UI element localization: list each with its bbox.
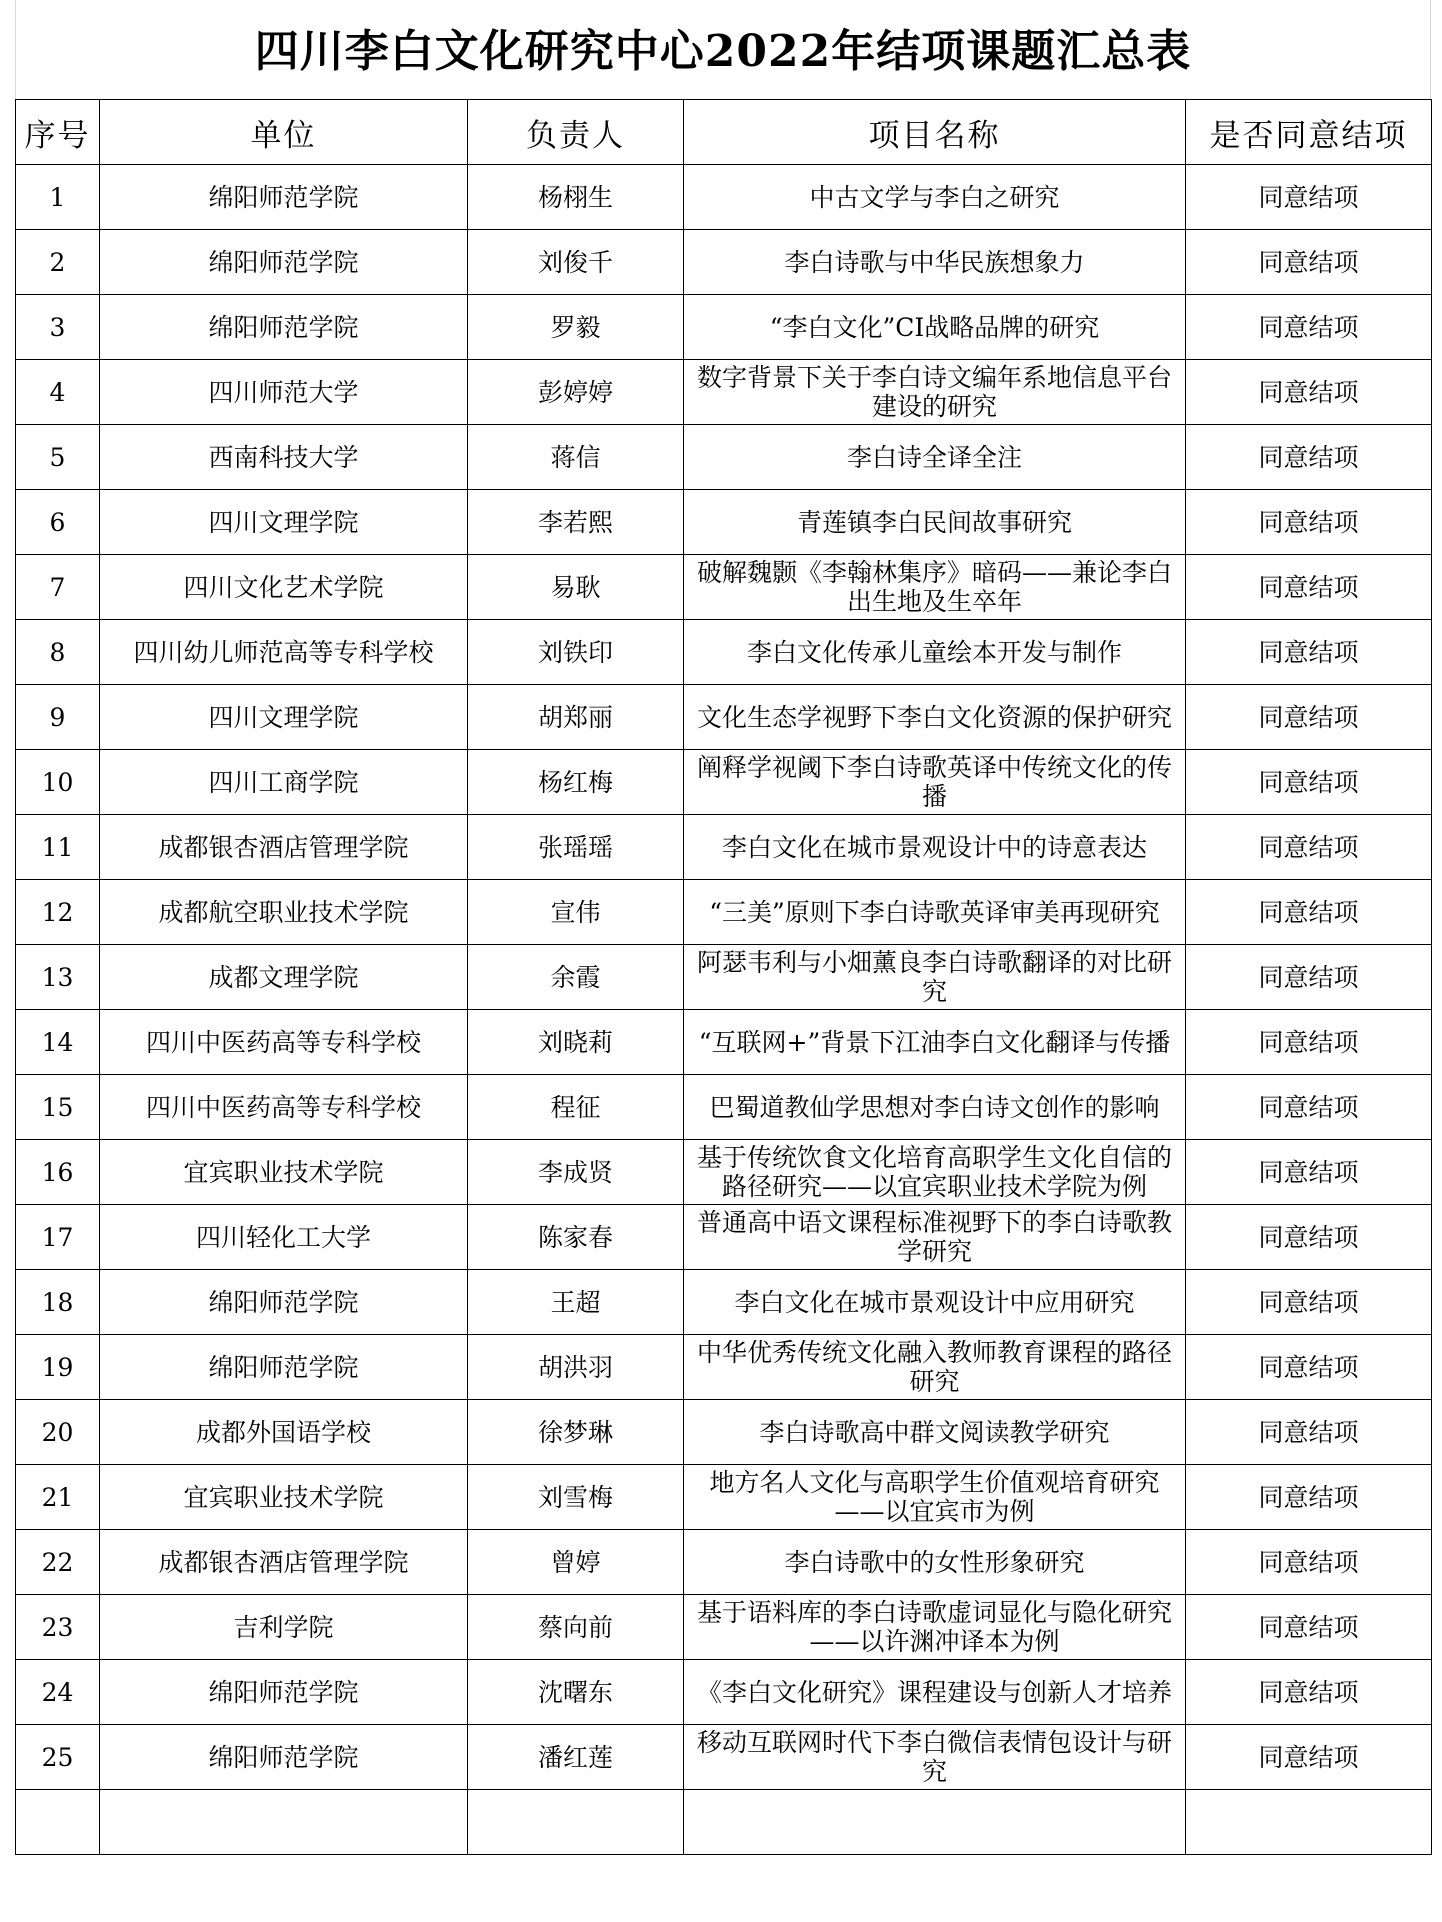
row-project: 李白文化在城市景观设计中应用研究 bbox=[684, 1270, 1186, 1335]
row-status: 同意结项 bbox=[1186, 1660, 1432, 1725]
row-unit: 吉利学院 bbox=[100, 1595, 468, 1660]
row-unit: 宜宾职业技术学院 bbox=[100, 1140, 468, 1205]
row-number: 12 bbox=[16, 880, 100, 945]
row-unit: 绵阳师范学院 bbox=[100, 1335, 468, 1400]
row-project: 李白文化传承儿童绘本开发与制作 bbox=[684, 620, 1186, 685]
row-leader: 易耿 bbox=[468, 555, 684, 620]
table-row bbox=[16, 230, 1432, 295]
row-leader: 宣伟 bbox=[468, 880, 684, 945]
table-row bbox=[16, 685, 1432, 750]
row-leader: 刘铁印 bbox=[468, 620, 684, 685]
table-header-row bbox=[16, 100, 1432, 165]
row-unit: 四川中医药高等专科学校 bbox=[100, 1075, 468, 1140]
row-number: 9 bbox=[16, 685, 100, 750]
table-row bbox=[16, 360, 1432, 425]
row-unit: 四川轻化工大学 bbox=[100, 1205, 468, 1270]
row-leader: 张瑶瑶 bbox=[468, 815, 684, 880]
row-status: 同意结项 bbox=[1186, 360, 1432, 425]
row-unit: 成都文理学院 bbox=[100, 945, 468, 1010]
row-leader: 余霞 bbox=[468, 945, 684, 1010]
row-status: 同意结项 bbox=[1186, 1270, 1432, 1335]
row-leader: 刘雪梅 bbox=[468, 1465, 684, 1530]
row-number: 10 bbox=[16, 750, 100, 815]
empty-cell bbox=[16, 1790, 100, 1855]
row-project: “三美”原则下李白诗歌英译审美再现研究 bbox=[684, 880, 1186, 945]
row-project: 基于传统饮食文化培育高职学生文化自信的路径研究——以宜宾职业技术学院为例 bbox=[684, 1140, 1186, 1205]
row-unit: 四川文理学院 bbox=[100, 685, 468, 750]
row-leader: 胡郑丽 bbox=[468, 685, 684, 750]
row-status: 同意结项 bbox=[1186, 1530, 1432, 1595]
row-number: 24 bbox=[16, 1660, 100, 1725]
row-status: 同意结项 bbox=[1186, 1205, 1432, 1270]
row-leader: 罗毅 bbox=[468, 295, 684, 360]
row-leader: 李成贤 bbox=[468, 1140, 684, 1205]
empty-row bbox=[16, 1790, 1432, 1855]
row-number: 25 bbox=[16, 1725, 100, 1790]
row-number: 2 bbox=[16, 230, 100, 295]
row-status: 同意结项 bbox=[1186, 490, 1432, 555]
row-unit: 绵阳师范学院 bbox=[100, 1660, 468, 1725]
row-status: 同意结项 bbox=[1186, 1400, 1432, 1465]
table-row bbox=[16, 490, 1432, 555]
row-project: 李白诗歌中的女性形象研究 bbox=[684, 1530, 1186, 1595]
row-unit: 绵阳师范学院 bbox=[100, 230, 468, 295]
table-row bbox=[16, 1140, 1432, 1205]
row-project: “互联网+”背景下江油李白文化翻译与传播 bbox=[684, 1010, 1186, 1075]
row-leader: 彭婷婷 bbox=[468, 360, 684, 425]
row-number: 4 bbox=[16, 360, 100, 425]
row-project: 基于语料库的李白诗歌虚词显化与隐化研究——以许渊冲译本为例 bbox=[684, 1595, 1186, 1660]
row-unit: 四川文理学院 bbox=[100, 490, 468, 555]
table-row bbox=[16, 945, 1432, 1010]
row-status: 同意结项 bbox=[1186, 880, 1432, 945]
row-project: 阿瑟韦利与小畑薰良李白诗歌翻译的对比研究 bbox=[684, 945, 1186, 1010]
row-leader: 刘俊千 bbox=[468, 230, 684, 295]
row-leader: 程征 bbox=[468, 1075, 684, 1140]
row-status: 同意结项 bbox=[1186, 750, 1432, 815]
row-number: 7 bbox=[16, 555, 100, 620]
row-number: 23 bbox=[16, 1595, 100, 1660]
row-project: 青莲镇李白民间故事研究 bbox=[684, 490, 1186, 555]
table-row bbox=[16, 1400, 1432, 1465]
table-row bbox=[16, 425, 1432, 490]
summary-sheet bbox=[15, 0, 1431, 1855]
empty-cell bbox=[100, 1790, 468, 1855]
table-row bbox=[16, 1335, 1432, 1400]
empty-cell bbox=[1186, 1790, 1432, 1855]
empty-cell bbox=[468, 1790, 684, 1855]
header-no: 序号 bbox=[16, 100, 100, 165]
table-body bbox=[16, 165, 1432, 1790]
row-status: 同意结项 bbox=[1186, 295, 1432, 360]
row-number: 15 bbox=[16, 1075, 100, 1140]
row-status: 同意结项 bbox=[1186, 555, 1432, 620]
table-row bbox=[16, 880, 1432, 945]
row-status: 同意结项 bbox=[1186, 945, 1432, 1010]
table-row bbox=[16, 1595, 1432, 1660]
header-status: 是否同意结项 bbox=[1186, 100, 1432, 165]
row-leader: 陈家春 bbox=[468, 1205, 684, 1270]
row-leader: 曾婷 bbox=[468, 1530, 684, 1595]
row-number: 19 bbox=[16, 1335, 100, 1400]
row-number: 5 bbox=[16, 425, 100, 490]
row-leader: 潘红莲 bbox=[468, 1725, 684, 1790]
header-leader: 负责人 bbox=[468, 100, 684, 165]
row-unit: 四川文化艺术学院 bbox=[100, 555, 468, 620]
row-project: 《李白文化研究》课程建设与创新人才培养 bbox=[684, 1660, 1186, 1725]
row-unit: 成都航空职业技术学院 bbox=[100, 880, 468, 945]
row-project: 数字背景下关于李白诗文编年系地信息平台建设的研究 bbox=[684, 360, 1186, 425]
row-unit: 宜宾职业技术学院 bbox=[100, 1465, 468, 1530]
row-status: 同意结项 bbox=[1186, 1725, 1432, 1790]
empty-cell bbox=[684, 1790, 1186, 1855]
row-status: 同意结项 bbox=[1186, 1010, 1432, 1075]
row-status: 同意结项 bbox=[1186, 230, 1432, 295]
header-unit: 单位 bbox=[100, 100, 468, 165]
row-unit: 绵阳师范学院 bbox=[100, 165, 468, 230]
row-number: 11 bbox=[16, 815, 100, 880]
table-row bbox=[16, 815, 1432, 880]
table-row bbox=[16, 1465, 1432, 1530]
table-row bbox=[16, 1530, 1432, 1595]
row-leader: 刘晓莉 bbox=[468, 1010, 684, 1075]
row-number: 16 bbox=[16, 1140, 100, 1205]
row-status: 同意结项 bbox=[1186, 425, 1432, 490]
row-leader: 王超 bbox=[468, 1270, 684, 1335]
row-unit: 成都银杏酒店管理学院 bbox=[100, 815, 468, 880]
row-leader: 杨栩生 bbox=[468, 165, 684, 230]
row-leader: 杨红梅 bbox=[468, 750, 684, 815]
row-leader: 蒋信 bbox=[468, 425, 684, 490]
row-status: 同意结项 bbox=[1186, 1595, 1432, 1660]
row-unit: 绵阳师范学院 bbox=[100, 1270, 468, 1335]
row-unit: 四川工商学院 bbox=[100, 750, 468, 815]
table-row bbox=[16, 620, 1432, 685]
table-row bbox=[16, 165, 1432, 230]
row-status: 同意结项 bbox=[1186, 1465, 1432, 1530]
row-project: 阐释学视阈下李白诗歌英译中传统文化的传播 bbox=[684, 750, 1186, 815]
header-project: 项目名称 bbox=[684, 100, 1186, 165]
row-unit: 四川幼儿师范高等专科学校 bbox=[100, 620, 468, 685]
row-project: 移动互联网时代下李白微信表情包设计与研究 bbox=[684, 1725, 1186, 1790]
table-row bbox=[16, 295, 1432, 360]
table-row bbox=[16, 555, 1432, 620]
row-number: 17 bbox=[16, 1205, 100, 1270]
row-unit: 绵阳师范学院 bbox=[100, 1725, 468, 1790]
row-project: 中华优秀传统文化融入教师教育课程的路径研究 bbox=[684, 1335, 1186, 1400]
summary-table bbox=[15, 99, 1432, 1855]
row-leader: 沈曙东 bbox=[468, 1660, 684, 1725]
row-status: 同意结项 bbox=[1186, 165, 1432, 230]
row-number: 22 bbox=[16, 1530, 100, 1595]
row-number: 6 bbox=[16, 490, 100, 555]
row-status: 同意结项 bbox=[1186, 1335, 1432, 1400]
row-project: 李白文化在城市景观设计中的诗意表达 bbox=[684, 815, 1186, 880]
row-leader: 蔡向前 bbox=[468, 1595, 684, 1660]
table-row bbox=[16, 1725, 1432, 1790]
table-row bbox=[16, 1660, 1432, 1725]
row-leader: 李若熙 bbox=[468, 490, 684, 555]
row-number: 21 bbox=[16, 1465, 100, 1530]
table-row bbox=[16, 1075, 1432, 1140]
row-project: 巴蜀道教仙学思想对李白诗文创作的影响 bbox=[684, 1075, 1186, 1140]
table-row bbox=[16, 1010, 1432, 1075]
row-status: 同意结项 bbox=[1186, 1140, 1432, 1205]
row-status: 同意结项 bbox=[1186, 1075, 1432, 1140]
row-leader: 徐梦琳 bbox=[468, 1400, 684, 1465]
row-project: 普通高中语文课程标准视野下的李白诗歌教学研究 bbox=[684, 1205, 1186, 1270]
row-status: 同意结项 bbox=[1186, 685, 1432, 750]
row-unit: 绵阳师范学院 bbox=[100, 295, 468, 360]
row-status: 同意结项 bbox=[1186, 815, 1432, 880]
row-number: 13 bbox=[16, 945, 100, 1010]
row-project: 李白诗歌与中华民族想象力 bbox=[684, 230, 1186, 295]
row-number: 8 bbox=[16, 620, 100, 685]
table-row bbox=[16, 1270, 1432, 1335]
row-unit: 成都银杏酒店管理学院 bbox=[100, 1530, 468, 1595]
table-row bbox=[16, 1205, 1432, 1270]
row-status: 同意结项 bbox=[1186, 620, 1432, 685]
row-number: 18 bbox=[16, 1270, 100, 1335]
page-title: 四川李白文化研究中心2022年结项课题汇总表 bbox=[254, 26, 1192, 77]
table-row bbox=[16, 750, 1432, 815]
row-project: 中古文学与李白之研究 bbox=[684, 165, 1186, 230]
row-number: 3 bbox=[16, 295, 100, 360]
row-unit: 成都外国语学校 bbox=[100, 1400, 468, 1465]
row-unit: 四川中医药高等专科学校 bbox=[100, 1010, 468, 1075]
row-number: 1 bbox=[16, 165, 100, 230]
row-project: 文化生态学视野下李白文化资源的保护研究 bbox=[684, 685, 1186, 750]
row-project: 李白诗歌高中群文阅读教学研究 bbox=[684, 1400, 1186, 1465]
row-unit: 四川师范大学 bbox=[100, 360, 468, 425]
row-project: 李白诗全译全注 bbox=[684, 425, 1186, 490]
row-unit: 西南科技大学 bbox=[100, 425, 468, 490]
row-project: “李白文化”CI战略品牌的研究 bbox=[684, 295, 1186, 360]
row-leader: 胡洪羽 bbox=[468, 1335, 684, 1400]
row-project: 破解魏颢《李翰林集序》暗码——兼论李白出生地及生卒年 bbox=[684, 555, 1186, 620]
row-project: 地方名人文化与高职学生价值观培育研究——以宜宾市为例 bbox=[684, 1465, 1186, 1530]
row-number: 14 bbox=[16, 1010, 100, 1075]
row-number: 20 bbox=[16, 1400, 100, 1465]
